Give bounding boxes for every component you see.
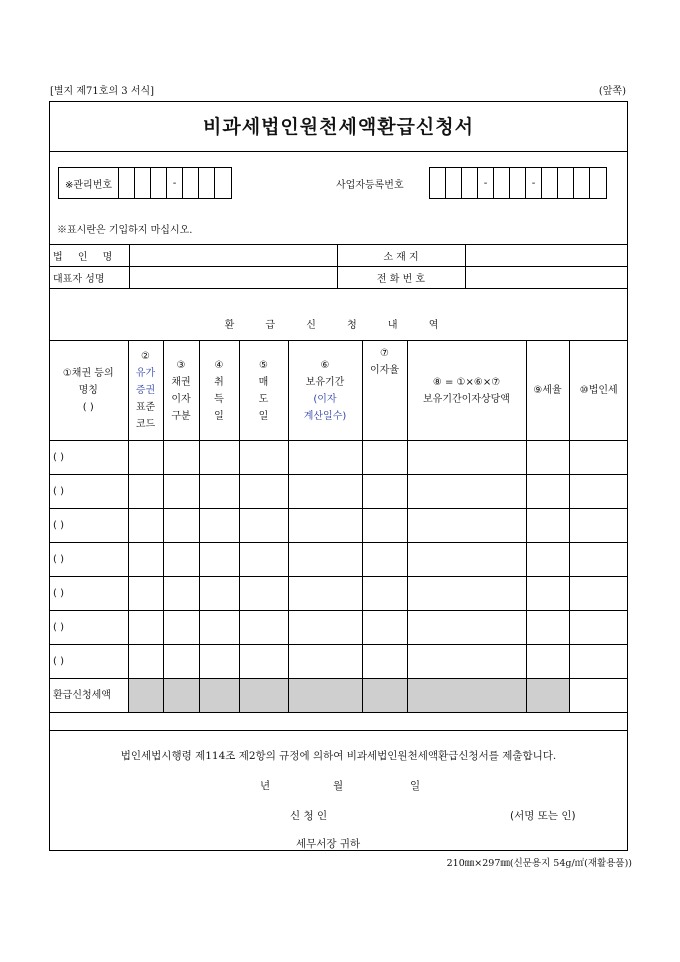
biz-digit-box[interactable] <box>558 168 574 198</box>
signature-note: (서명 또는 인) <box>510 810 576 822</box>
refund-total-input[interactable] <box>569 679 628 713</box>
mgmt-digit-box[interactable] <box>183 168 199 198</box>
date-year: 년 <box>260 780 271 792</box>
mgmt-digit-box[interactable] <box>119 168 135 198</box>
applicant-label: 신 청 인 <box>290 810 328 822</box>
col-tax-rate: ⑨세율 <box>526 341 569 441</box>
col-corporate-tax: ⑩법인세 <box>569 341 628 441</box>
divider <box>49 151 628 152</box>
table-header-row <box>49 341 628 441</box>
form-reference: [별지 제71호의 3 서식] <box>50 86 155 97</box>
col-acquisition-date: ④ 취 득 일 <box>199 341 239 441</box>
location-input[interactable] <box>465 245 628 267</box>
mgmt-digit-box[interactable] <box>215 168 231 198</box>
mgmt-separator: - <box>167 168 183 198</box>
corp-name-label: 법 인 명 <box>49 245 129 267</box>
biz-digit-box[interactable] <box>446 168 462 198</box>
bond-name-cell[interactable]: ( ) <box>49 543 128 577</box>
bond-name-cell[interactable]: ( ) <box>49 611 128 645</box>
corporation-info-table <box>49 244 628 289</box>
declaration-text: 법인세법시행령 제114조 제2항의 규정에 의하여 비과세법인원천세액환급신청서를 제출합니다. <box>120 750 557 762</box>
biz-digit-box[interactable] <box>574 168 590 198</box>
corp-name-input[interactable] <box>129 245 337 267</box>
management-number-label: ※관리번호 <box>59 168 119 198</box>
col-sale-date: ⑤ 매 도 일 <box>239 341 288 441</box>
management-number-field <box>58 167 232 199</box>
table-row <box>49 509 628 543</box>
table-row <box>49 645 628 679</box>
col-interest-rate: ⑦ 이자율 <box>362 341 407 441</box>
paper-spec-footer: 210㎜×297㎜(신문용지 54g/㎡(재활용품)) <box>446 858 632 869</box>
business-number-label: 사업자등록번호 <box>336 180 404 191</box>
page-side-label: (앞쪽) <box>598 86 626 97</box>
phone-input[interactable] <box>465 267 628 289</box>
bond-name-cell[interactable]: ( ) <box>49 441 128 475</box>
date-day: 일 <box>410 780 421 792</box>
table-row <box>49 441 628 475</box>
biz-digit-box[interactable] <box>494 168 510 198</box>
representative-input[interactable] <box>129 267 337 289</box>
col-security-code: ② 유가 증권 표준 코드 <box>128 341 163 441</box>
table-row <box>49 475 628 509</box>
location-label: 소 재 지 <box>337 245 465 267</box>
mgmt-digit-box[interactable] <box>135 168 151 198</box>
date-month: 월 <box>333 780 344 792</box>
col-holding-period: ⑥ 보유기간 (이자 계산일수) <box>288 341 362 441</box>
mgmt-digit-box[interactable] <box>151 168 167 198</box>
mgmt-digit-box[interactable] <box>199 168 215 198</box>
biz-separator: - <box>526 168 542 198</box>
biz-digit-box[interactable] <box>510 168 526 198</box>
biz-digit-box[interactable] <box>542 168 558 198</box>
divider <box>49 730 628 731</box>
col-bond-name: ①채권 등의 명칭 ( ) <box>49 341 128 441</box>
col-interest-type: ③ 채권 이자 구분 <box>163 341 199 441</box>
form-title: 비과세법인원천세액환급신청서 <box>203 116 474 138</box>
refund-detail-table <box>49 340 628 713</box>
col-interest-equivalent: ⑧ = ①×⑥×⑦ 보유기간이자상당액 <box>407 341 526 441</box>
tax-office-addressee: 세무서장 귀하 <box>296 838 361 850</box>
bond-name-cell[interactable]: ( ) <box>49 645 128 679</box>
refund-total-label: 환급신청세액 <box>49 679 128 713</box>
section-title: 환 급 신 청 내 역 <box>224 320 453 331</box>
representative-label: 대표자 성명 <box>49 267 129 289</box>
biz-digit-box[interactable] <box>430 168 446 198</box>
biz-digit-box[interactable] <box>590 168 606 198</box>
phone-label: 전 화 번 호 <box>337 267 465 289</box>
biz-digit-box[interactable] <box>462 168 478 198</box>
notice-text: ※표시란은 기입하지 마십시오. <box>57 225 193 236</box>
table-row <box>49 611 628 645</box>
bond-name-cell[interactable]: ( ) <box>49 577 128 611</box>
bond-name-cell[interactable]: ( ) <box>49 475 128 509</box>
biz-separator: - <box>478 168 494 198</box>
table-row <box>49 577 628 611</box>
refund-total-row <box>49 679 628 713</box>
business-number-field <box>429 167 607 199</box>
bond-name-cell[interactable]: ( ) <box>49 509 128 543</box>
table-row <box>49 543 628 577</box>
